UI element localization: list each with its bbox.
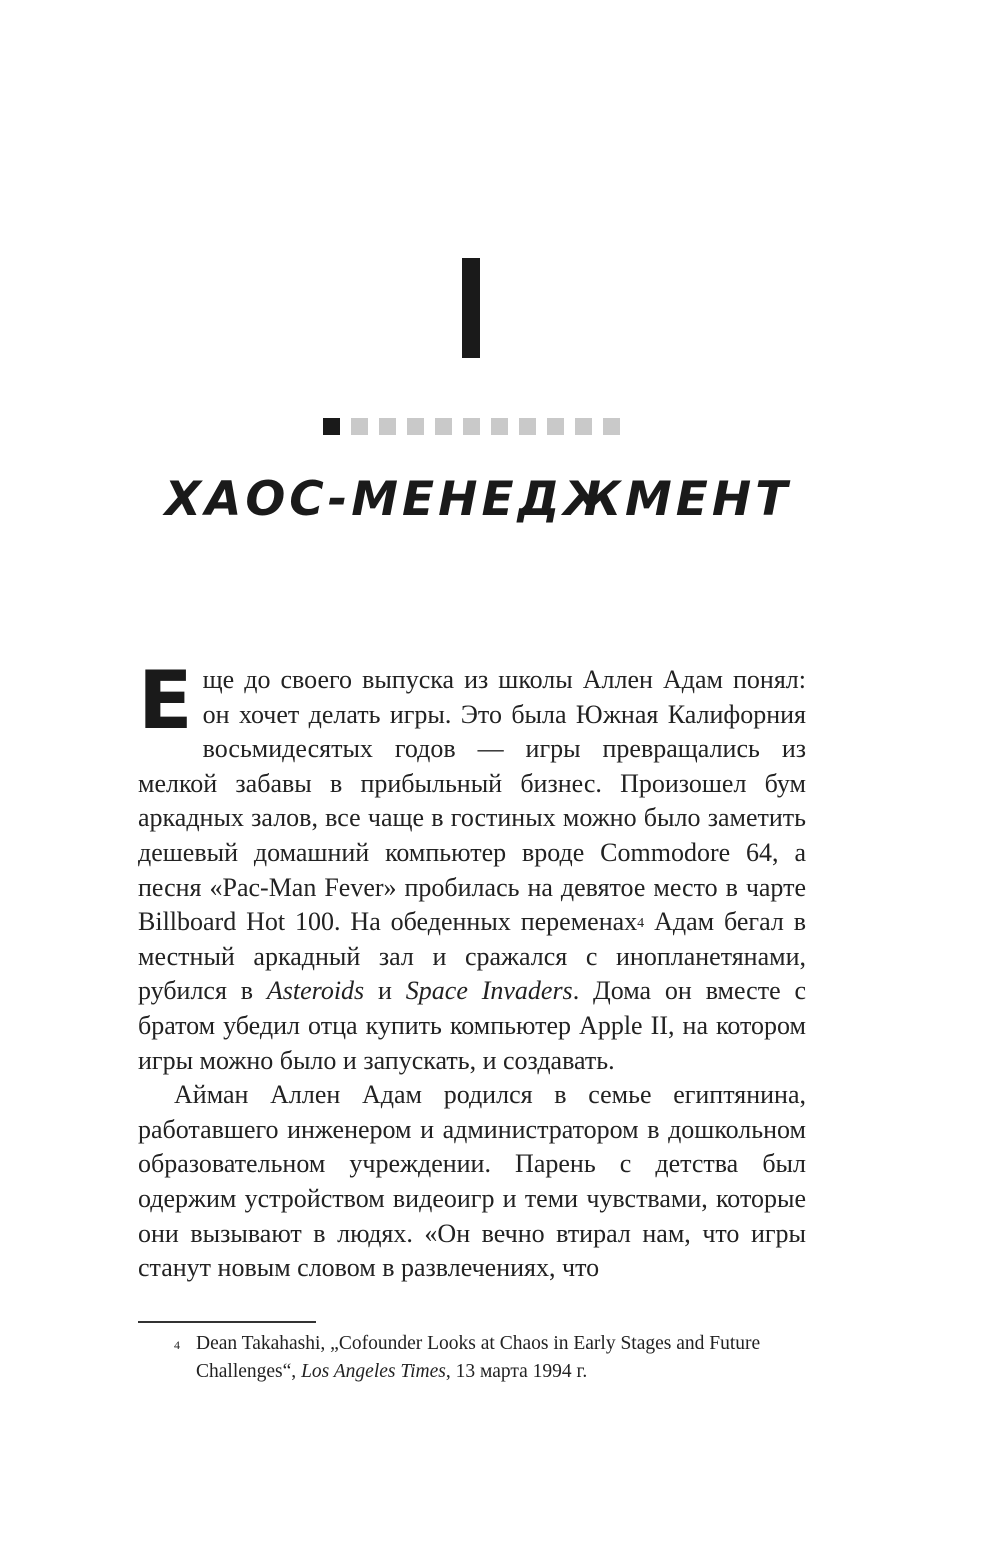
indicator-square: [519, 418, 536, 435]
indicator-square: [407, 418, 424, 435]
footnote-source: Los Angeles Times: [301, 1361, 446, 1382]
indicator-square: [379, 418, 396, 435]
indicator-square: [603, 418, 620, 435]
paragraph-1-text-b: Адам бегал в местный аркадный зал и сражался с инопланетянами, рубился в: [138, 907, 807, 1006]
part-number-bar: [462, 258, 480, 358]
indicator-square: [463, 418, 480, 435]
paragraph-1: [138, 654, 807, 1078]
part-indicator: [323, 418, 620, 435]
footnote-reference[interactable]: 4: [637, 916, 645, 932]
footnote-text-b: , 13 марта 1994 г.: [445, 1361, 588, 1382]
indicator-square: [351, 418, 368, 435]
part-title: ХАОС-МЕНЕДЖМЕНТ: [164, 472, 792, 527]
drop-cap: Е: [138, 654, 193, 747]
footnote-mark: 4: [174, 1338, 180, 1352]
paragraph-1-text-c: . Дома он вместе с братом убедил отца купить компьютер Apple II, на котором игры можно было и запускать, и создавать.: [138, 976, 806, 1075]
indicator-square: [491, 418, 508, 435]
game-title-asteroids: Asteroids: [266, 976, 365, 1006]
footnote: [174, 1330, 806, 1386]
paragraph-1-and: и: [364, 976, 406, 1006]
indicator-square: [575, 418, 592, 435]
paragraph-1-text-a: ще до своего выпуска из школы Аллен Адам понял: он хочет делать игры. Это была Южная Калифорния восьмидесятых годов — игры превращались из мелкой забавы в прибыльный бизнес. Произошел бум аркадных залов, все чаще в гостиных можно было заметить дешевый домашний компьютер вроде Commodore 64, а песня «Pac-Man Fever» пробилась на девятое место в чарте Billboard Hot 100. На обеденных переменах: [138, 665, 806, 937]
footnote-text-a: Dean Takahashi, „Cofounder Looks at Chaos in Early Stages and Future Challenges“,: [196, 1333, 761, 1382]
indicator-square: [323, 418, 340, 435]
paragraph-2: Айман Аллен Адам родился в семье египтянина, работавшего инженером и администратором в дошкольном образовательном учреждении. Парень с детства был одержим устройством видеоигр и теми чувствами, которые они вызывают в людях. «Он вечно втирал нам, что игры станут новым словом в развлечениях, что: [138, 1080, 806, 1283]
footnote-divider: [138, 1321, 316, 1323]
indicator-square: [435, 418, 452, 435]
body-text: [138, 654, 807, 1286]
indicator-square: [547, 418, 564, 435]
game-title-space-invaders: Space Invaders: [405, 976, 573, 1006]
